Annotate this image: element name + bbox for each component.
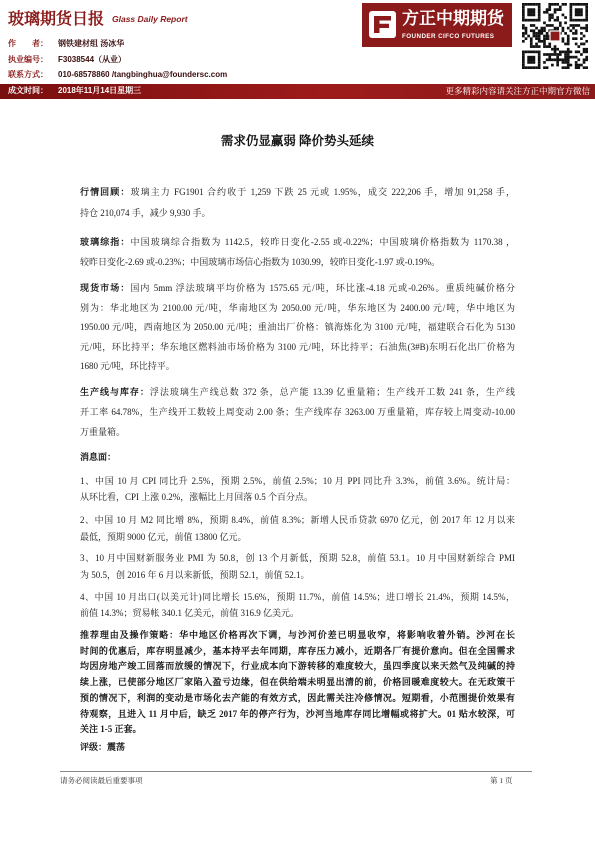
rating-label: 评级：: [80, 742, 108, 752]
text-line: 持仓 210,074 手，减少 9,930 手。: [80, 208, 211, 218]
section-label: 推荐理由及操作策略：: [80, 630, 180, 640]
follow-wechat-text: 更多精彩内容请关注方正中期官方微信: [445, 86, 590, 96]
license-row: [8, 54, 126, 66]
line-text: 华中地区价格再次下调，与沙河价差已明显收窄，将影响收着外销。沙河在长: [179, 630, 515, 640]
text-line: 均因房地产竣工回落而放缓的情况下，行业成本向下游转移的难度较大，虽四季度以来天然气及纯碱的持: [80, 661, 515, 672]
founder-logo-icon: [369, 11, 396, 38]
contact-label: 联系方式：: [8, 70, 48, 79]
page-number: 第 1 页: [490, 776, 513, 785]
author-label: 作 者：: [8, 39, 48, 48]
text-line: 续上涨，已使部分地区厂家陷入盈亏边缘，但在供给端未明显出清的前，价格回暖难度较大。在无政策干: [80, 677, 515, 688]
section-label: 现货市场：: [80, 283, 131, 293]
text-line: 1680 元/吨，环比持平。: [80, 361, 175, 371]
line-text: 中国玻璃综合指数为 1142.5，较昨日变化-2.55 或-0.22%；中国玻璃价格指数为 1170.38 ，: [130, 237, 515, 247]
report-title: 需求仍显赢弱 降价势头延续: [220, 134, 375, 148]
text-line: 关注 1-5 正套。: [80, 724, 142, 735]
text-line: 1、中国 10 月 CPI 同比升 2.5%，预期 2.5%，前值 2.5%；10 月 PPI 同比升 3.3%，前值 3.6%。统计局：: [80, 476, 515, 486]
text-line: 较昨日变化-2.69 或-0.23%；中国玻璃市场信心指数为 1030.99，较昨日变化-1.97 或-0.19%。: [80, 257, 440, 267]
rating-value: 震荡: [107, 742, 126, 752]
report-series-title-en: Glass Daily Report: [112, 14, 188, 24]
news-item: [80, 589, 515, 621]
section-label: 行情回顾：: [80, 187, 131, 197]
glass-index-paragraph: [80, 232, 515, 272]
text-line: 元/吨，环比持平；华东地区燃料油市场价格为 3100 元/吨，环比持平；石油焦(3#B)东明石化出厂价格为: [80, 341, 515, 352]
section-label: 玻璃综指：: [80, 237, 131, 247]
text-line: [80, 182, 515, 203]
text-line: 开工率 64.78%，生产线开工数较上周变动 2.00 条；生产线库存 3263.00 万重量箱，库存较上周变动-10.00: [80, 407, 515, 417]
production-paragraph: [80, 382, 515, 442]
section-label: 生产线与库存：: [80, 387, 150, 397]
logo-name-en: FOUNDER CIFCO FUTURES: [402, 33, 495, 40]
text-line: 从环比看，CPI 上涨 0.2%，涨幅比上月回落 0.5 个百分点。: [80, 492, 314, 502]
text-line: 时间的优惠后，库存明显减少，基本持平去年同期，库存压力减小，近期各厂有提价意向。但在全国需求: [80, 645, 515, 656]
text-line: 别为：华北地区为 2100.00 元/吨，华南地区为 2050.00 元/吨，华东地区为 2400.00 元/吨，华中地区为: [80, 302, 515, 313]
text-line: 预的情况下，利润的变动是市场化去产能的有效方式，因此需关注冷修情况。短期看，小范围提价效果有: [80, 692, 515, 703]
founder-cifco-logo: [362, 3, 512, 47]
text-line: 为 50.5，创 2016 年 6 月以来新低，预期 52.1，前值 52.1。: [80, 570, 310, 580]
text-line: 万重量箱。: [80, 427, 126, 437]
strategy-paragraph: [80, 628, 515, 738]
section-label: 消息面：: [80, 452, 117, 462]
line-text: 国内 5mm 浮法玻璃平均价格为 1575.65 元/吨，环比涨-4.18 元或-0.26%。重质纯碱价格分: [130, 283, 515, 293]
author-value: 钢铁建材组 汤冰华: [58, 39, 125, 48]
report-series-title: 玻璃期货日报: [8, 9, 105, 28]
spot-market-paragraph: [80, 279, 515, 377]
qr-code: [522, 3, 588, 69]
contact-row: [8, 69, 227, 81]
market-review-paragraph: [80, 182, 515, 224]
text-line: 4、中国 10 月出口(以美元计)同比增长 15.6%，预期 11.7%，前值 14.5%；进口增长 21.4%，预期 14.5%，: [80, 592, 515, 602]
logo-name-cn: 方正中期期货: [402, 9, 504, 29]
text-line: [80, 232, 515, 252]
news-item: [80, 512, 515, 545]
license-value: F3038544（从业）: [58, 55, 127, 64]
footer-notice: 请务必阅读最后重要事项: [60, 776, 143, 785]
text-line: 1950.00 元/吨，西南地区为 2050.00 元/吨；重油出厂价格：镇海炼化为 3100 元/吨，福建联合石化为 5130: [80, 322, 515, 332]
line-text: 玻璃主力 FG1901 合约收于 1,259 下跌 25 元或 1.95%，成交 222,206 手，增加 91,258 手，: [130, 187, 515, 197]
date-value: 2018年11月14日星期三: [58, 86, 142, 95]
date-label: 成文时间：: [8, 86, 48, 95]
news-item: [80, 473, 515, 505]
news-heading: [80, 449, 515, 465]
rating: [80, 739, 515, 755]
news-item: [80, 550, 515, 584]
text-line: [80, 628, 515, 644]
license-label: 执业编号：: [8, 55, 48, 64]
text-line: 2、中国 10 月 M2 同比增 8%，预期 8.4%，前值 8.3%；新增人民币贷款 6970 亿元，创 2017 年 12 月以来: [80, 515, 515, 525]
text-line: [80, 382, 515, 402]
text-line: 待观察，且进入 11 月中后，缺乏 2017 年的停产行为，沙河当地库存同比增幅或将扩大。01 贴水较深，可: [80, 708, 515, 719]
text-line: [80, 279, 515, 299]
text-line: 3、10 月中国财新服务业 PMI 为 50.8，创 13 个月新低，预期 52.8，前值 53.1。10 月中国财新综合 PMI: [80, 553, 515, 563]
line-text: 浮法玻璃生产线总数 372 条，总产能 13.39 亿重量箱；生产线开工数 241 条，生产线: [149, 387, 515, 397]
text-line: 前值 14.3%；贸易帐 340.1 亿美元，前值 316.9 亿美元。: [80, 608, 299, 618]
footer-divider: [60, 771, 532, 772]
contact-value: 010-68578860 /tangbinghua@foundersc.com: [58, 70, 228, 79]
author-row: [8, 38, 124, 50]
date-row: [8, 85, 141, 97]
text-line: 最低，预期 9000 亿元，前值 13800 亿元。: [80, 531, 247, 542]
